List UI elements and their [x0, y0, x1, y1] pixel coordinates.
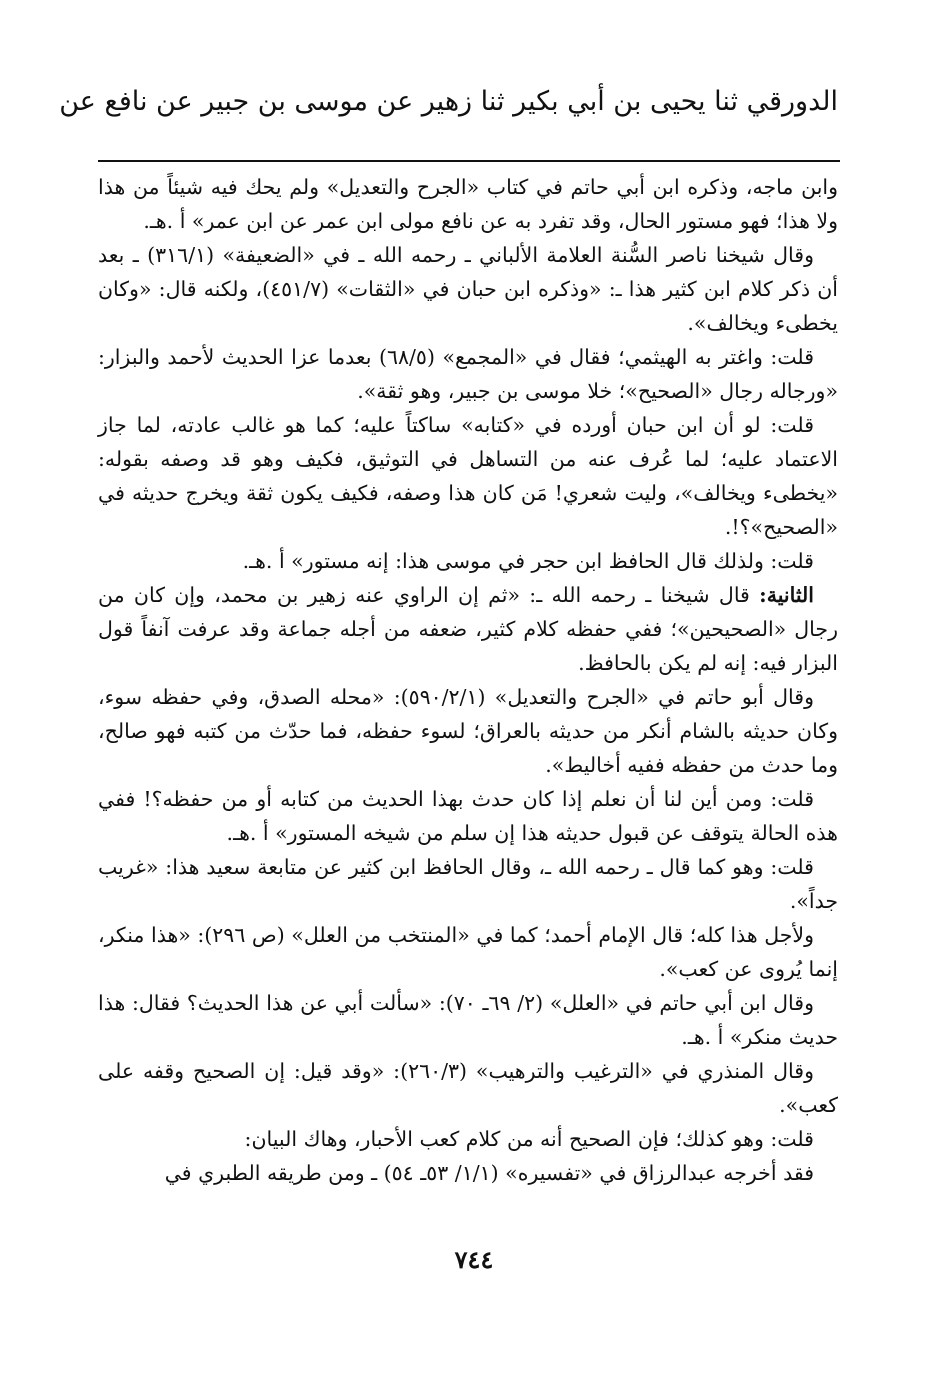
- footnote-paragraph: [98, 408, 838, 544]
- paragraph-text: وقال شيخنا ناصر السُّنة العلامة الألباني ـ رحمه الله ـ في «الضعيفة» (٣١٦/١) ـ بعد أن ذكر كلام ابن كثير هذا ـ: «وذكره ابن حبان في «الثقات» (٤٥١/٧)، ولكنه قال: «وكان يخطىء ويخالف».: [98, 243, 838, 335]
- paragraph-text: قال شيخنا ـ رحمه الله ـ: «ثم إن الراوي عنه زهير بن محمد، وإن كان من رجال «الصحيحين»؛ ففي حفظه كلام كثير، ضعفه من أجله جماعة وقد عرفت آنفاً قول البزار فيه: إنه لم يكن بالحافظ.: [98, 583, 838, 675]
- paragraph-text: وابن ماجه، وذكره ابن أبي حاتم في كتاب «الجرح والتعديل» ولم يحك فيه شيئاً من هذا ولا هذا؛ فهو مستور الحال، وقد تفرد به عن نافع مولى ابن عمر عن ابن عمر» أ .هـ.: [98, 175, 838, 233]
- footnote-separator: [98, 160, 840, 162]
- footnote-paragraph: [98, 1122, 838, 1156]
- paragraph-text: وقال أبو حاتم في «الجرح والتعديل» (٥٩٠/٢/١): «محله الصدق، وفي حفظه سوء، وكان حديثه بالشام أنكر من حديثه بالعراق؛ لسوء حفظه، فما حدّث من كتبه فهو صالح، وما حدث من حفظه ففيه أخاليط».: [98, 685, 838, 777]
- paragraph-text: وقال ابن أبي حاتم في «العلل» (٢/ ٦٩ـ ٧٠): «سألت أبي عن هذا الحديث؟ فقال: هذا حديث منكر» أ .هـ.: [98, 991, 838, 1049]
- footnote-paragraph: [98, 850, 838, 918]
- footnote-paragraph: [98, 238, 838, 340]
- footnote-paragraph: [98, 986, 838, 1054]
- page-number: ٧٤٤: [454, 1245, 494, 1274]
- main-text-line: الدورقي ثنا يحيى بن أبي بكير ثنا زهير عن موسى بن جبير عن نافع عن: [59, 86, 838, 117]
- footnote-paragraph: [98, 782, 838, 850]
- footnote-paragraph: [98, 544, 838, 578]
- paragraph-text: قلت: ومن أين لنا أن نعلم إذا كان حدث بهذا الحديث من كتابه أو من حفظه؟! ففي هذه الحالة يتوقف عن قبول حديثه هذا إن سلم من شيخه المستور» أ .هـ.: [98, 787, 838, 845]
- paragraph-text: فقد أخرجه عبدالرزاق في «تفسيره» (١/١/ ٥٣ـ ٥٤) ـ ومن طريقه الطبري في: [164, 1161, 814, 1185]
- footnote-paragraph: [98, 1156, 838, 1190]
- footnote-paragraph: [98, 918, 838, 986]
- paragraph-text: ولأجل هذا كله؛ قال الإمام أحمد؛ كما في «المنتخب من العلل» (ص ٢٩٦): «هذا منكر، إنما يُروى عن كعب».: [98, 923, 838, 981]
- footnote-paragraph: [98, 340, 838, 408]
- paragraph-text: قلت: وهو كذلك؛ فإن الصحيح أنه من كلام كعب الأحبار، وهاك البيان:: [244, 1127, 814, 1151]
- footnote-paragraph: [98, 1054, 838, 1122]
- paragraph-text: قلت: وهو كما قال ـ رحمه الله ـ، وقال الحافظ ابن كثير عن متابعة سعيد هذا: «غريب جداً».: [98, 855, 838, 913]
- paragraph-text: قلت: لو أن ابن حبان أورده في «كتابه» ساكتاً عليه؛ كما هو غالب عادته، لما جاز الاعتماد عليه؛ لما عُرف عنه من التساهل في التوثيق، فكيف وهو قد وصفه بقوله: «يخطىء ويخالف»، وليت شعري! مَن كان هذا وصفه، فكيف يكون ثقة ويخرج حديثه في «الصحيح»؟!.: [98, 413, 838, 539]
- footnotes-section: [98, 170, 838, 1190]
- footnote-paragraph: [98, 578, 838, 680]
- paragraph-text: قلت: واغتر به الهيثمي؛ فقال في «المجمع» (٦٨/٥) بعدما عزا الحديث لأحمد والبزار: «ورجاله رجال «الصحيح»؛ خلا موسى بن جبير، وهو ثقة».: [98, 345, 838, 403]
- footnote-paragraph: [98, 170, 838, 238]
- paragraph-text: وقال المنذري في «الترغيب والترهيب» (٢٦٠/٣): «وقد قيل: إن الصحيح وقفه على كعب».: [98, 1059, 838, 1117]
- paragraph-text: قلت: ولذلك قال الحافظ ابن حجر في موسى هذا: إنه مستور» أ .هـ.: [242, 549, 814, 573]
- paragraph-lead: الثانية:: [759, 583, 814, 607]
- footnote-paragraph: [98, 680, 838, 782]
